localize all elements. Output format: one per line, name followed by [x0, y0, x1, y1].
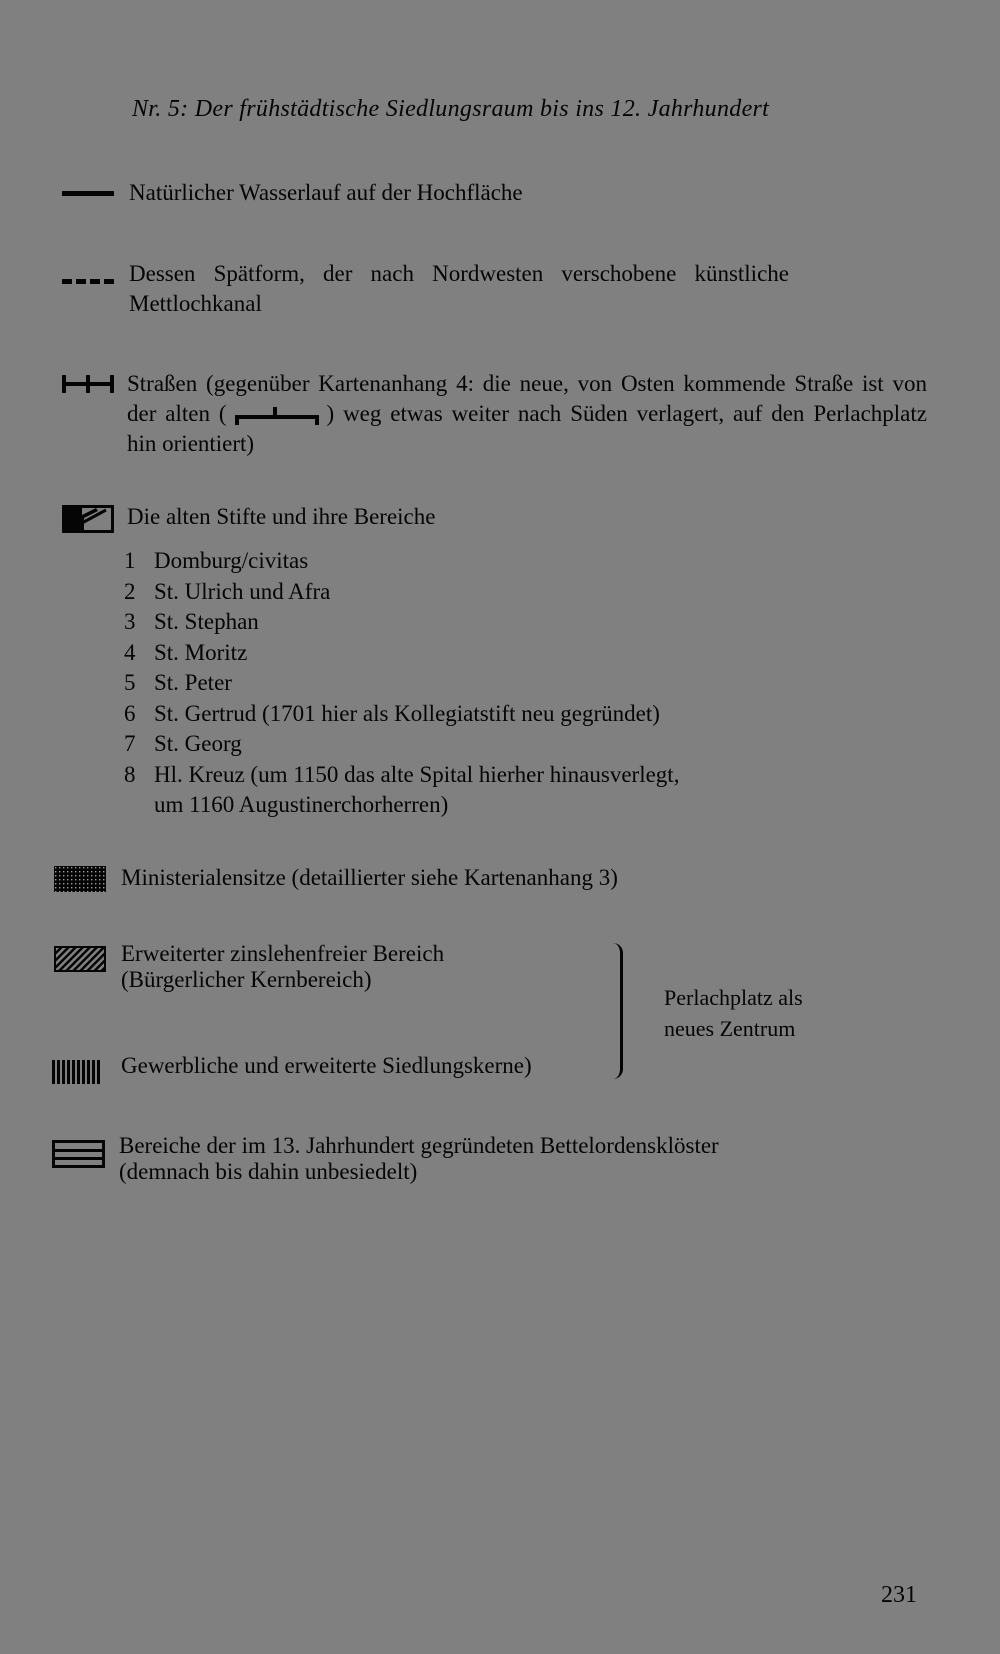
legend-zins-line1: Erweiterter zinslehenfreier Bereich: [121, 941, 445, 966]
legend-canal-text: Dessen Spätform, der nach Nordwesten verschobene künstliche Mettlochkanal: [129, 261, 789, 316]
legend-bettelorden-line2: (demnach bis dahin unbesiedelt): [119, 1159, 418, 1184]
group-bracket: [612, 943, 623, 1079]
legend-gewerbe-text: Gewerbliche und erweiterte Siedlungskerne): [121, 1053, 532, 1078]
stifte-list: [124, 546, 679, 821]
bracket-note-line2: neues Zentrum: [664, 1016, 796, 1041]
solid-line-icon: [62, 188, 116, 198]
list-item: 4 St. Moritz: [124, 639, 248, 665]
page-title: Nr. 5: Der frühstädtische Siedlungsraum bis ins 12. Jahrhundert: [132, 96, 770, 122]
bracket-note-line1: Perlachplatz als: [664, 985, 803, 1010]
legend-bettelorden-line1: Bereiche der im 13. Jahrhundert gegründeten Bettelordensklöster: [119, 1133, 719, 1158]
horizontal-bars-icon: [52, 1140, 106, 1170]
legend-watercourse-text: Natürlicher Wasserlauf auf der Hochfläche: [129, 180, 523, 205]
legend-roads-text: Straßen (gegenüber Kartenanhang 4: die neue, von Osten kommende Straße ist von der alten ( ) weg etwas weiter nach Süden verlagert, auf den Perlachplatz hin orientiert): [127, 371, 927, 456]
list-item: 6 St. Gertrud (1701 hier als Kollegiatstift neu gegründet): [124, 700, 660, 726]
legend-zins-line2: (Bürgerlicher Kernbereich): [121, 967, 372, 992]
list-item: 3 St. Stephan: [124, 609, 259, 634]
dashed-line-icon: [62, 276, 116, 286]
list-item: 1 Domburg/civitas: [124, 548, 309, 573]
list-item: 8 Hl. Kreuz (um 1150 das alte Spital hierher hinausverlegt,: [124, 761, 680, 787]
list-item: 7 St. Georg: [124, 731, 242, 756]
stift-area-icon: [62, 505, 116, 535]
list-item-continuation: um 1160 Augustinerchorherren): [154, 792, 449, 817]
diagonal-hatch-icon: [54, 946, 108, 974]
old-road-icon: [233, 407, 321, 425]
legend-ministerial-text: Ministerialensitze (detaillierter siehe Kartenanhang 3): [121, 865, 618, 890]
dotted-fill-icon: [54, 866, 108, 894]
bracket-note: [664, 982, 803, 1044]
legend-stifte-text: Die alten Stifte und ihre Bereiche: [127, 504, 436, 529]
list-item: 5 St. Peter: [124, 670, 232, 695]
road-icon: [62, 375, 116, 393]
list-item: 2 St. Ulrich und Afra: [124, 578, 331, 604]
vertical-hatch-icon: [51, 1058, 105, 1086]
page-number: 231: [881, 1582, 917, 1608]
